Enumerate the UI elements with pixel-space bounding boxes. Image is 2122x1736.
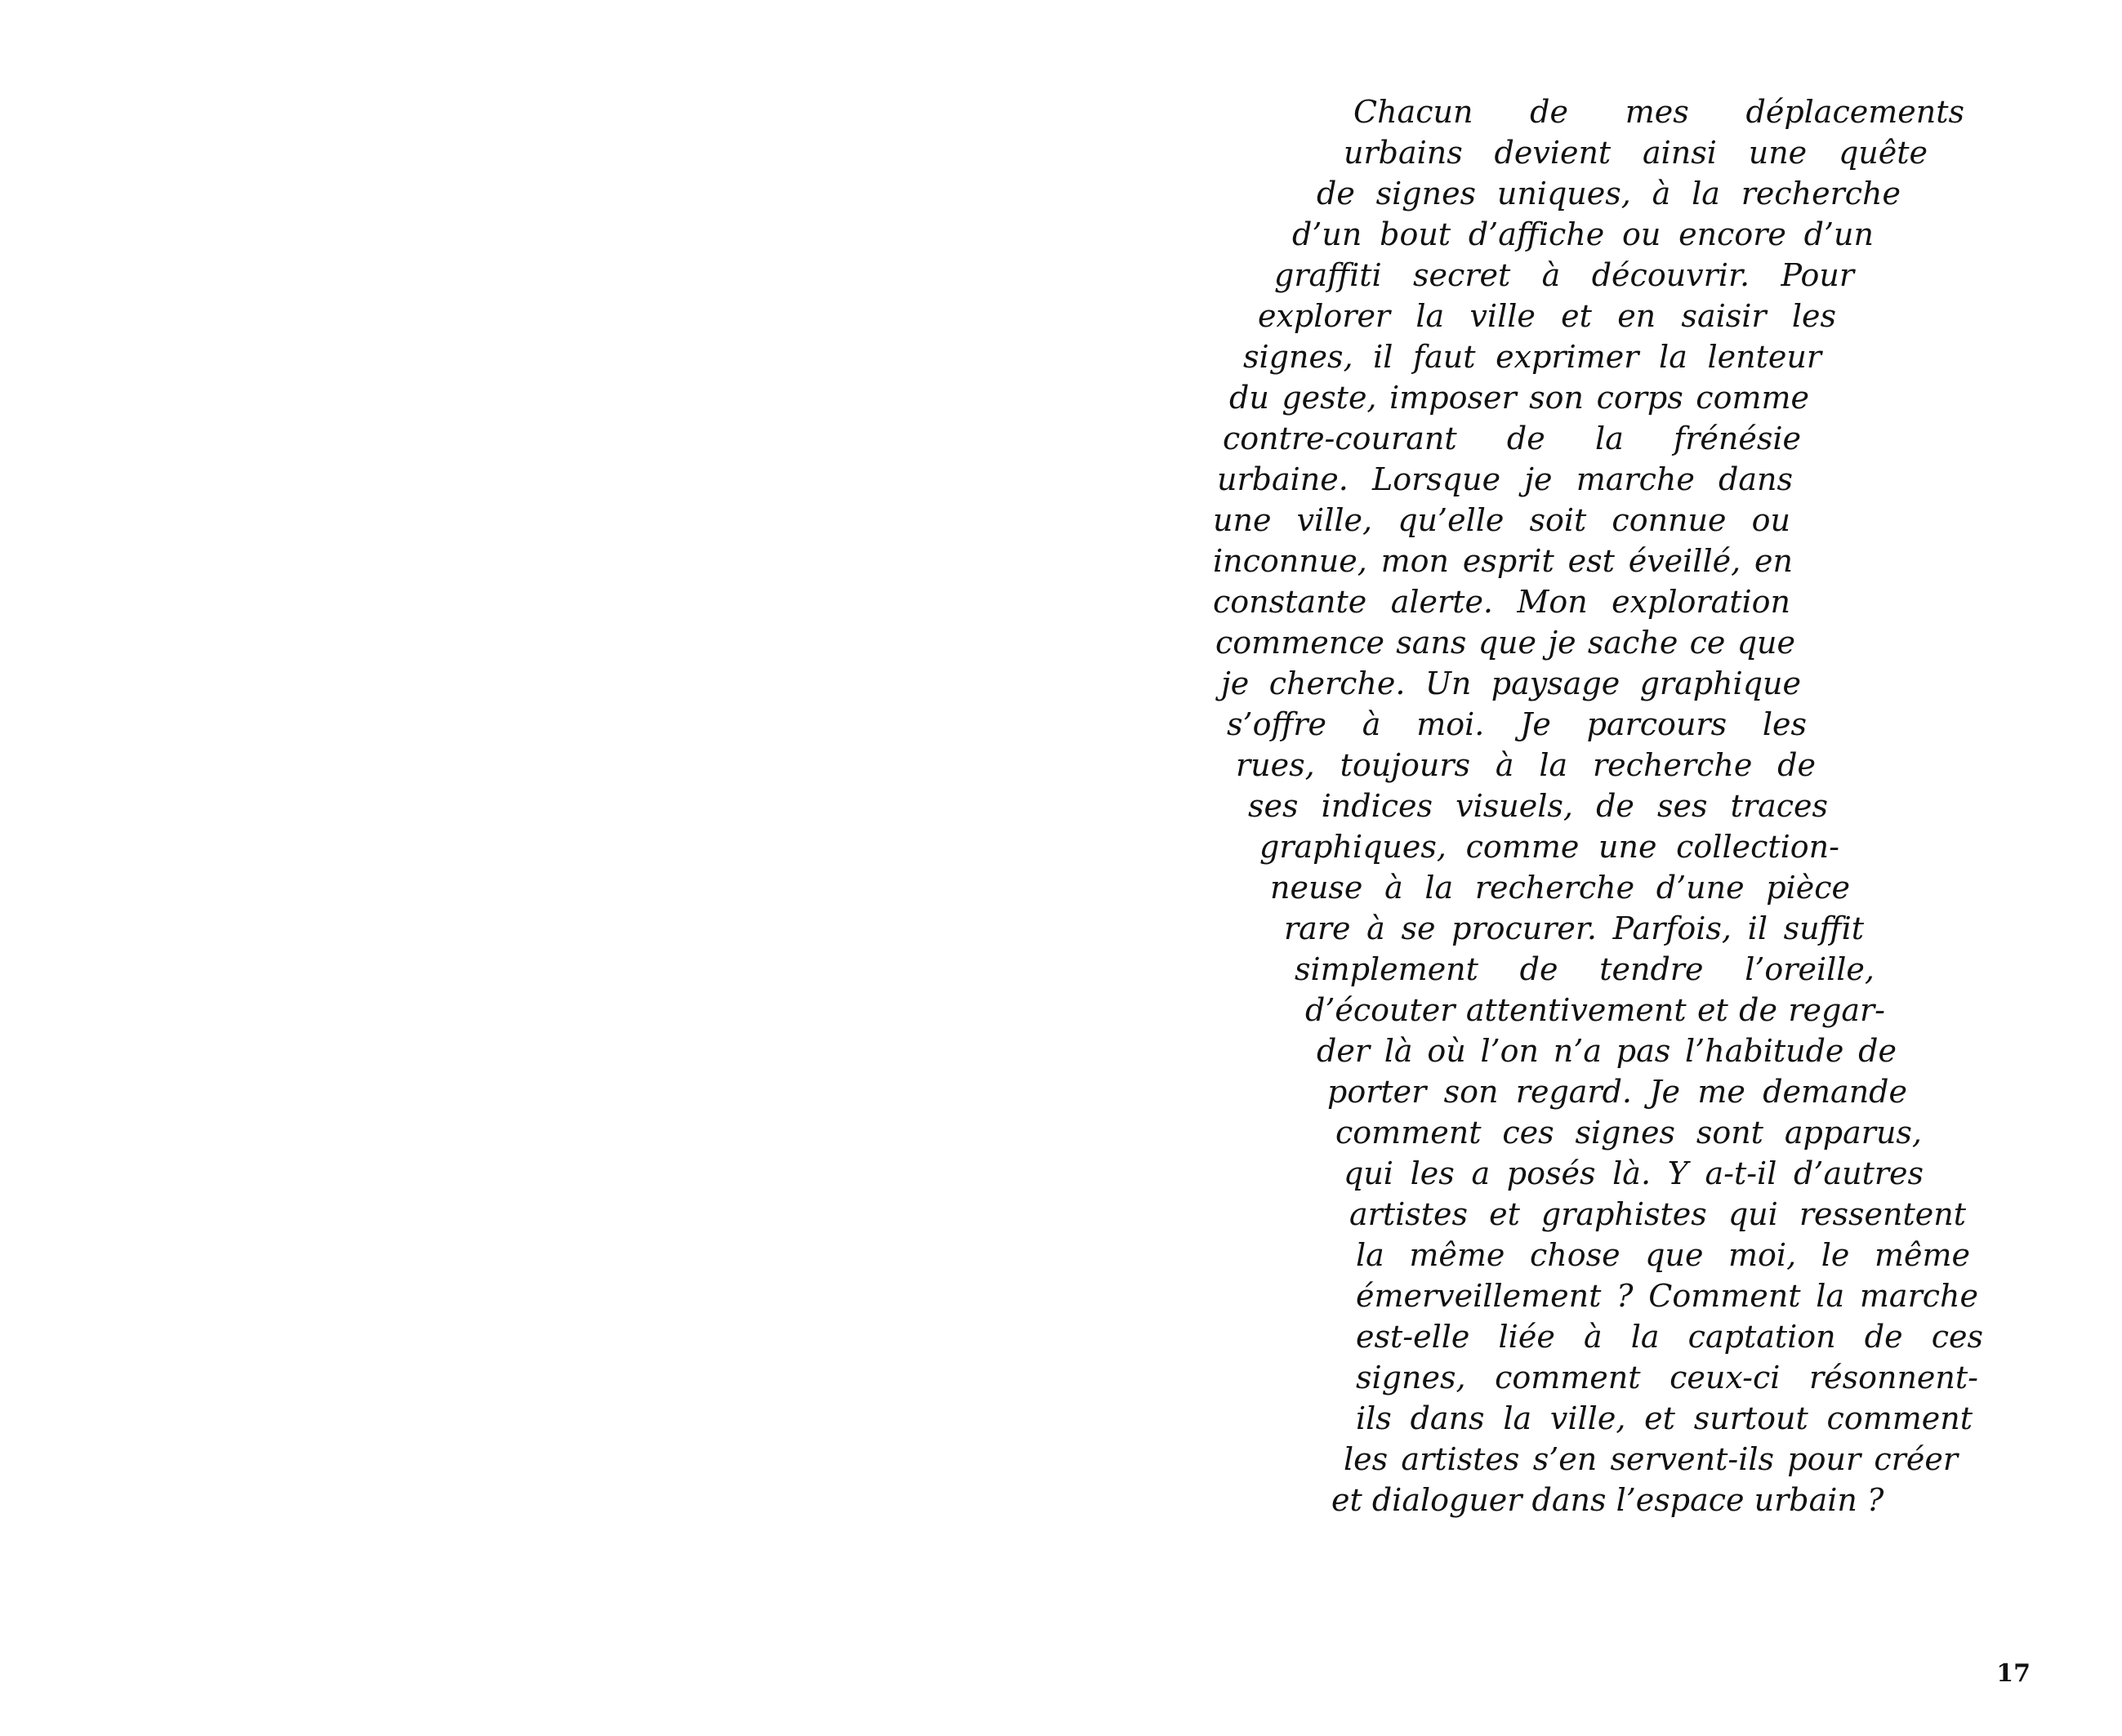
text-line: est-elle liée à la captation de ces bbox=[1356, 1319, 1983, 1355]
text-line: porter son regard. Je me demande bbox=[1327, 1074, 1907, 1110]
text-line: qui les a posés là. Y a-t-il d’autres bbox=[1344, 1155, 1924, 1191]
text-line: neuse à la recherche d’une pièce bbox=[1270, 870, 1850, 906]
text-line: urbains devient ainsi une quête bbox=[1344, 135, 1928, 171]
text-line: ses indices visuels, de ses traces bbox=[1248, 788, 1828, 824]
text-line: commence sans que je sache ce que bbox=[1215, 625, 1795, 661]
text-line: Chacun de mes déplacements bbox=[1353, 94, 1964, 130]
text-line: explorer la ville et en saisir les bbox=[1258, 298, 1836, 334]
text-line: une ville, qu’elle soit connue ou bbox=[1213, 502, 1790, 538]
text-line: la même chose que moi, le même bbox=[1356, 1237, 1970, 1273]
text-line: rues, toujours à la recherche de bbox=[1236, 747, 1816, 783]
text-line: s’offre à moi. Je parcours les bbox=[1227, 706, 1807, 742]
text-line: d’écouter attentivement et de regar- bbox=[1305, 992, 1885, 1028]
text-line: graphiques, comme une collection- bbox=[1259, 829, 1839, 865]
text-line: simplement de tendre l’oreille, bbox=[1295, 951, 1875, 987]
text-line: et dialoguer dans l’espace urbain ? bbox=[1331, 1482, 1884, 1518]
text-line: émerveillement ? Comment la marche bbox=[1356, 1278, 1978, 1314]
text-line: je cherche. Un paysage graphique bbox=[1221, 665, 1801, 701]
text-line: graffiti secret à découvrir. Pour bbox=[1274, 257, 1854, 293]
text-line: signes, il faut exprimer la lenteur bbox=[1243, 339, 1821, 375]
text-line: artistes et graphistes qui ressentent bbox=[1349, 1196, 1966, 1232]
text-line: signes, comment ceux-ci résonnent- bbox=[1356, 1360, 1978, 1395]
text-line: constante alerte. Mon exploration bbox=[1213, 584, 1790, 620]
text-line: inconnue, mon esprit est éveillé, en bbox=[1213, 543, 1793, 579]
text-line: rare à se procurer. Parfois, il suffit bbox=[1284, 910, 1864, 946]
text-line: d’un bout d’affiche ou encore d’un bbox=[1292, 216, 1874, 252]
text-line: du geste, imposer son corps comme bbox=[1229, 380, 1809, 416]
text-line: comment ces signes sont apparus, bbox=[1335, 1115, 1922, 1151]
text-line: ils dans la ville, et surtout comment bbox=[1356, 1400, 1973, 1436]
text-line: contre-courant de la frénésie bbox=[1223, 421, 1801, 456]
text-line: urbaine. Lorsque je marche dans bbox=[1217, 461, 1793, 497]
page-number: 17 bbox=[1996, 1659, 2031, 1688]
text-line: der là où l’on n’a pas l’habitude de bbox=[1317, 1033, 1897, 1069]
text-line: de signes uniques, à la recherche bbox=[1317, 176, 1901, 211]
text-line: les artistes s’en servent-ils pour créer bbox=[1344, 1441, 1958, 1477]
